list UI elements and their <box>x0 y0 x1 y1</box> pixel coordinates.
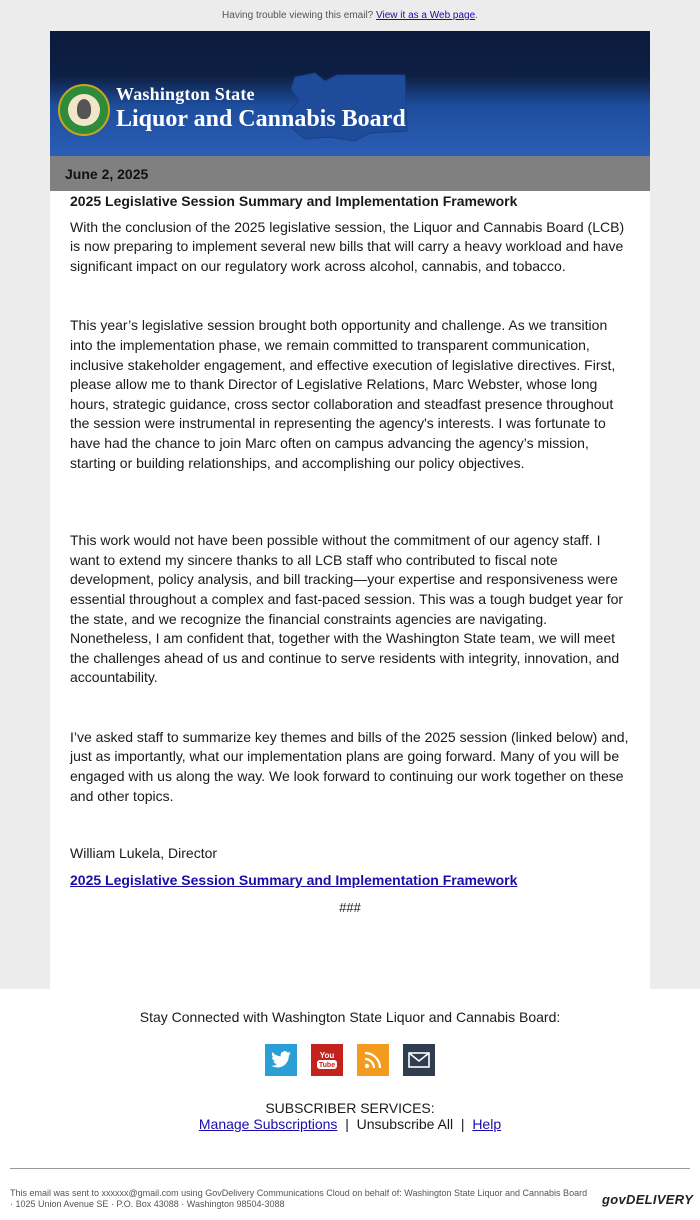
issue-date: June 2, 2025 <box>65 166 149 182</box>
unsubscribe-all-text: Unsubscribe All <box>356 1116 454 1132</box>
paragraph-intro: With the conclusion of the 2025 legislative session, the Liquor and Cannabis Board (LCB) is now preparing to implement several new bills that will carry a heavy workload and have significant impact on our regulatory work across alcohol, cannabis, and tobacco. <box>70 218 625 274</box>
twitter-icon[interactable] <box>265 1044 297 1076</box>
subscriber-services: SUBSCRIBER SERVICES: Manage Subscriptions | Unsubscribe All | Help <box>0 1100 700 1132</box>
view-online-bar: Having trouble viewing this email? View it as a Web page. <box>222 10 478 21</box>
svg-text:Tube: Tube <box>318 1062 336 1069</box>
stay-connected-text: Stay Connected with Washington State Liquor and Cannabis Board: <box>139 1009 561 1025</box>
end-marker: ### <box>339 900 361 916</box>
state-seal-logo <box>58 84 110 136</box>
message-body <box>70 192 630 918</box>
youtube-icon[interactable] <box>311 1044 343 1076</box>
svg-text:You: You <box>319 1051 335 1060</box>
signature: William Lukela, Director <box>70 845 218 862</box>
subscriber-heading: SUBSCRIBER SERVICES: <box>265 1100 435 1116</box>
trouble-viewing-text: Having trouble viewing this email? <box>222 10 374 21</box>
framework-link[interactable]: 2025 Legislative Session Summary and Implementation Framework <box>70 871 518 888</box>
rss-icon[interactable] <box>357 1044 389 1076</box>
manage-subscriptions-link[interactable]: Manage Subscriptions <box>198 1116 338 1132</box>
view-web-page-link[interactable]: View it as a Web page <box>376 10 476 21</box>
help-link[interactable]: Help <box>472 1116 502 1132</box>
paragraph-session: This year’s legislative session brought both opportunity and challenge. As we transition into the implementation phase, we remain committed to transparent communication, inclusive stakeholder engagement, and effective execution of legislative directives. First, please allow me to thank Director of Legislative Relations, Marc Webster, whose long hours, strategic guidance, cross sector collaboration and steadfast presence throughout the session were instrumental in representing the agency's interests. I was fortunate to have had the chance to join Marc often on campus advancing the agency’s mission, starting or building relationships, and accomplishing our policy objectives. <box>70 317 616 471</box>
footer <box>0 989 700 1220</box>
date-bar <box>50 156 650 191</box>
paragraph-staff: This work would not have been possible without the commitment of our agency staff. I want to extend my sincere thanks to all LCB staff who contributed to fiscal note development, policy analysis, and bill tracking—your expertise and responsiveness were essential throughout a complex and fast-paced session. This was a tough budget year for the state, and we recognize the financial constraints agencies are navigating. Nonetheless, I am confident that, together with the Washington State team, we will meet the challenges ahead of us and continue to serve residents with integrity, innovation, and accountability. <box>70 532 624 686</box>
footer-fine-print: This email was sent to xxxxxx@gmail.com using GovDelivery Communications Cloud on behalf of: Washington State Liquor and Cannabis Board · 1025 Union Avenue SE · P.O. Box 43088 · Washington 98504-3088 <box>10 1188 588 1209</box>
banner-title-line1: Washington State <box>116 84 255 104</box>
paragraph-summary: I’ve asked staff to summarize key themes and bills of the 2025 session (linked below) and, just as importantly, what our implementation plans are going forward. Many of you will be engaged with us along the way. We look forward to continuing our work together on these and other topics. <box>70 728 629 804</box>
article-heading: 2025 Legislative Session Summary and Implementation Framework <box>70 193 518 209</box>
header-banner <box>50 31 650 156</box>
govdelivery-logo: govDELIVERY <box>602 1192 694 1207</box>
banner-title-line2: Liquor and Cannabis Board <box>116 106 406 132</box>
footer-divider <box>10 1168 690 1169</box>
email-icon[interactable] <box>403 1044 435 1076</box>
